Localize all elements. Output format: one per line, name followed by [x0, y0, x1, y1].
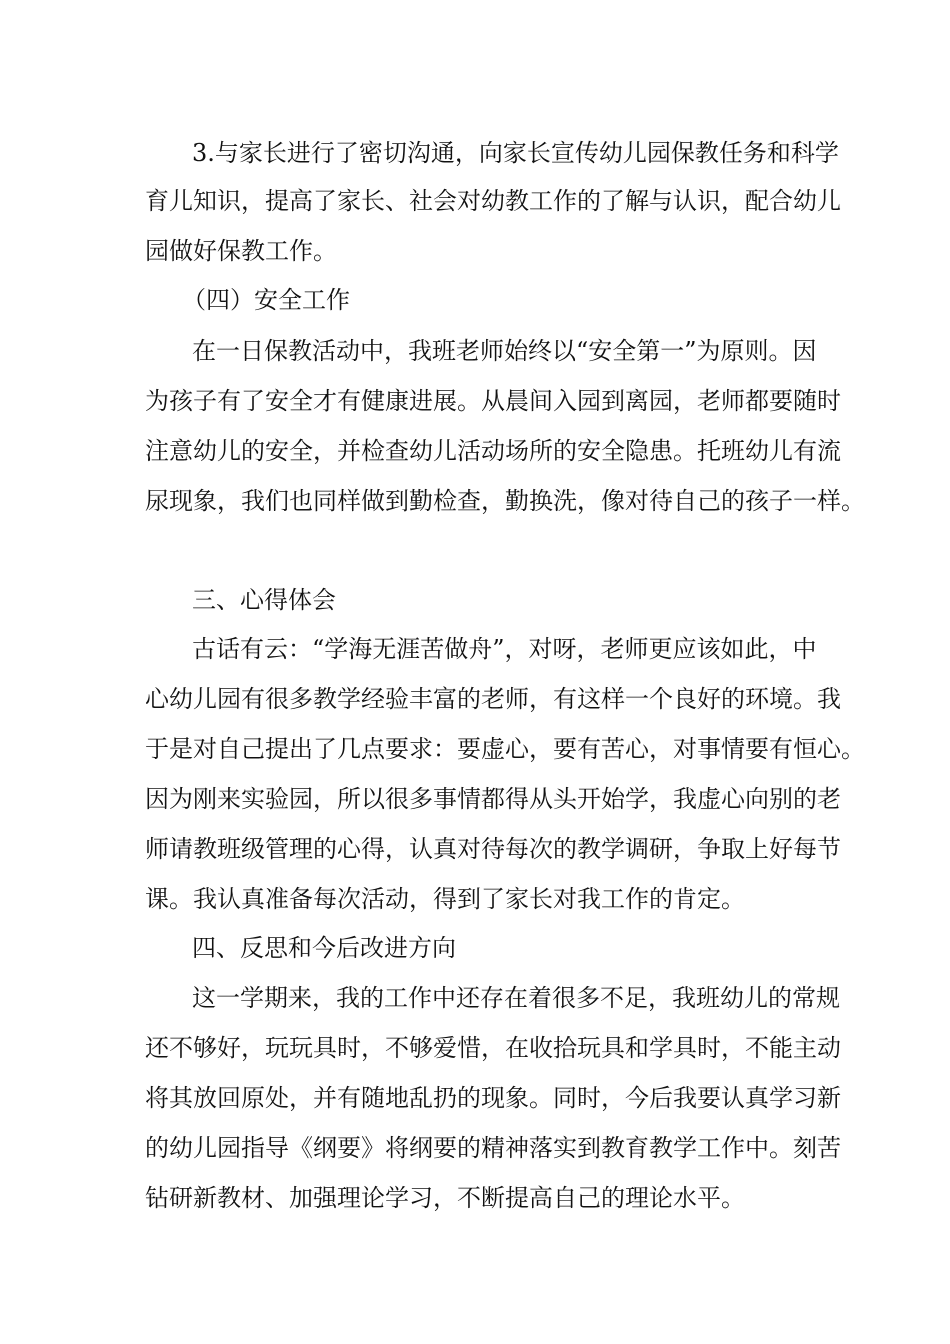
- paragraph-experience-line-3: 于是对自己提出了几点要求：要虚心，要有苦心，对事情要有恒心。: [145, 735, 865, 763]
- paragraph-safety-line-2: 为孩子有了安全才有健康进展。从晨间入园到离园，老师都要随时: [145, 387, 841, 415]
- paragraph-safety-line-1: 在一日保教活动中，我班老师始终以“安全第一”为原则。因: [192, 337, 817, 365]
- paragraph-reflection-line-5: 钻研新教材、加强理论学习，不断提高自己的理论水平。: [145, 1184, 745, 1212]
- heading-reflection: 四、反思和今后改进方向: [192, 934, 456, 962]
- heading-experience: 三、心得体会: [192, 586, 336, 614]
- paragraph-experience-line-2: 心幼儿园有很多教学经验丰富的老师，有这样一个良好的环境。我: [145, 685, 841, 713]
- paragraph-experience-line-1: 古话有云：“学海无涯苦做舟”，对呀，老师更应该如此，中: [192, 635, 817, 663]
- paragraph-experience-line-5: 师请教班级管理的心得，认真对待每次的教学调研，争取上好每节: [145, 835, 841, 863]
- heading-safety-work: （四）安全工作: [182, 286, 350, 314]
- paragraph-parent-communication-line-3: 园做好保教工作。: [145, 237, 337, 265]
- paragraph-reflection-line-2: 还不够好，玩玩具时，不够爱惜，在收拾玩具和学具时，不能主动: [145, 1034, 841, 1062]
- paragraph-reflection-line-1: 这一学期来，我的工作中还存在着很多不足，我班幼儿的常规: [192, 984, 840, 1012]
- paragraph-experience-line-4: 因为刚来实验园，所以很多事情都得从头开始学，我虚心向别的老: [145, 785, 841, 813]
- paragraph-experience-line-6: 课。我认真准备每次活动，得到了家长对我工作的肯定。: [145, 885, 745, 913]
- paragraph-reflection-line-4: 的幼儿园指导《纲要》将纲要的精神落实到教育教学工作中。刻苦: [145, 1134, 841, 1162]
- paragraph-safety-line-4: 尿现象，我们也同样做到勤检查，勤换洗，像对待自己的孩子一样。: [145, 487, 865, 515]
- paragraph-parent-communication-line-1: 3.与家长进行了密切沟通，向家长宣传幼儿园保教任务和科学: [192, 139, 839, 167]
- paragraph-reflection-line-3: 将其放回原处，并有随地乱扔的现象。同时，今后我要认真学习新: [145, 1084, 841, 1112]
- paragraph-parent-communication-line-2: 育儿知识，提高了家长、社会对幼教工作的了解与认识，配合幼儿: [145, 187, 841, 215]
- paragraph-safety-line-3: 注意幼儿的安全，并检查幼儿活动场所的安全隐患。托班幼儿有流: [145, 437, 841, 465]
